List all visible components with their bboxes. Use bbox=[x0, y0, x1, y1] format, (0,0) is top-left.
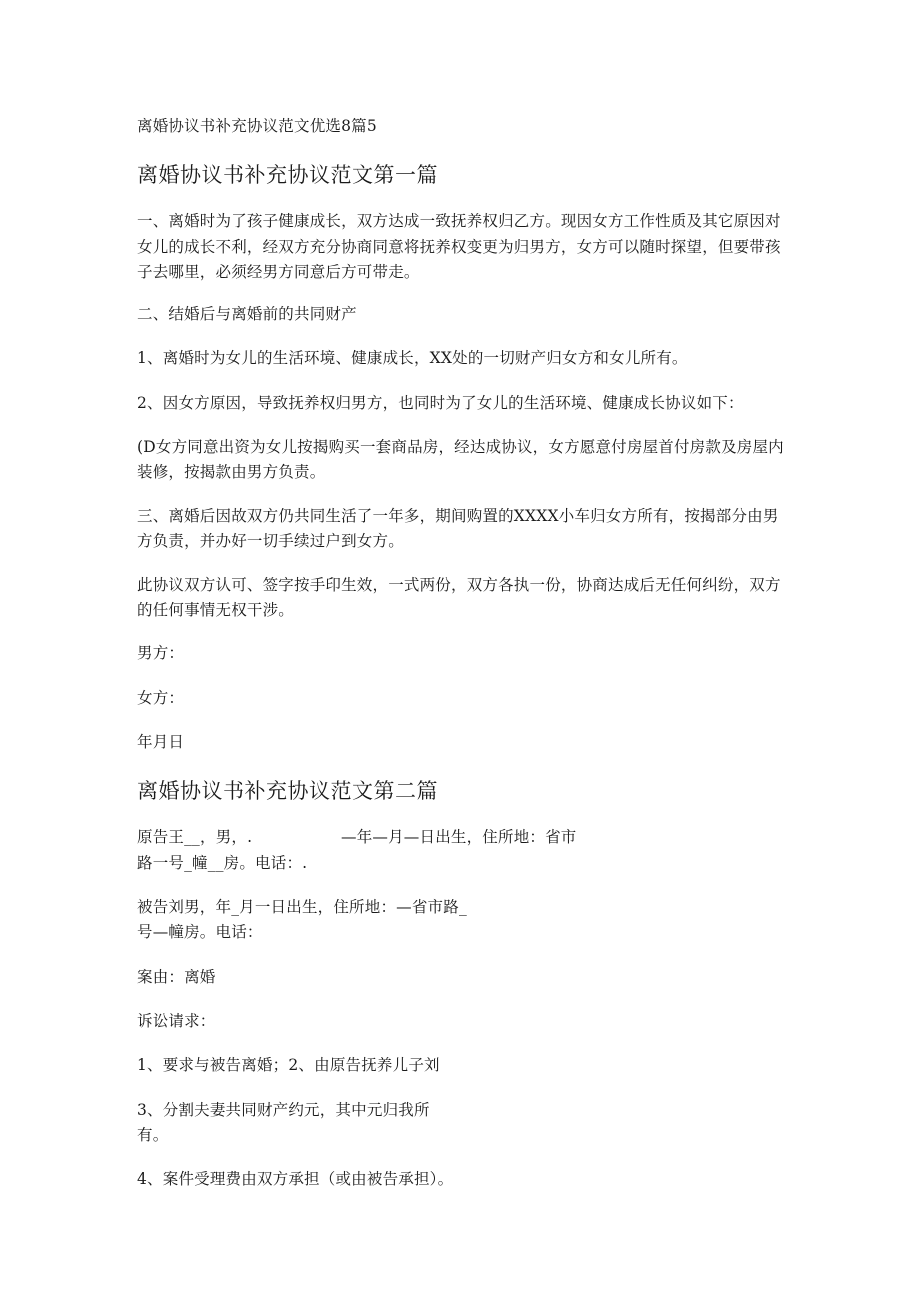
defendant-line-2: 号—幢房。电话： bbox=[137, 923, 263, 941]
claim-3-line-1: 3、分割夫妻共同财产约元，其中元归我所 bbox=[137, 1101, 430, 1119]
section-1-paragraph-5-line-1: (D女方同意出资为女儿按揭购买一套商品房，经达成协议，女方愿意付房屋首付房款及房屋内 bbox=[137, 438, 784, 456]
section-1-paragraph-1-line-3: 子去哪里，必须经男方同意后方可带走。 bbox=[137, 263, 420, 281]
section-1-paragraph-7-line-2: 的任何事情无权干涉。 bbox=[137, 601, 295, 619]
defendant-line-1: 被告刘男，年_月一日出生，住所地：—省市路_ bbox=[137, 898, 467, 916]
section-1-paragraph-6-line-1: 三、离婚后因故双方仍共同生活了一年多，期间购置的XXXX小车归女方所有，按揭部分由男 bbox=[137, 507, 779, 525]
section-1-paragraph-5-line-2: 装修，按揭款由男方负责。 bbox=[137, 463, 326, 481]
section-2-heading: 离婚协议书补充协议范文第二篇 bbox=[137, 779, 438, 803]
claim-3-line-2: 有。 bbox=[137, 1126, 169, 1144]
signature-man-label: 男方： bbox=[137, 644, 185, 662]
plaintiff-line-2: 路一号_幢__房。电话：. bbox=[137, 854, 308, 872]
section-1-heading: 离婚协议书补充协议范文第一篇 bbox=[137, 163, 438, 187]
date-label: 年月日 bbox=[137, 733, 185, 751]
section-1-paragraph-3: 1、离婚时为女儿的生活环境、健康成长，XX处的一切财产归女方和女儿所有。 bbox=[137, 349, 688, 367]
document-title: 离婚协议书补充协议范文优选8篇5 bbox=[137, 117, 377, 135]
claims-label: 诉讼请求： bbox=[137, 1012, 216, 1030]
plaintiff-line-1-part-2: —年—月—日出生，住所地：省市 bbox=[341, 828, 577, 846]
claim-4: 4、案件受理费由双方承担（或由被告承担）。 bbox=[137, 1170, 454, 1188]
signature-woman-label: 女方： bbox=[137, 689, 185, 707]
section-1-paragraph-4: 2、因女方原因，导致抚养权归男方，也同时为了女儿的生活环境、健康成长协议如下： bbox=[137, 394, 744, 412]
section-1-paragraph-6-line-2: 方负责，并办好一切手续过户到女方。 bbox=[137, 532, 404, 550]
section-1-paragraph-2: 二、结婚后与离婚前的共同财产 bbox=[137, 305, 357, 323]
claim-1-2: 1、要求与被告离婚；2、由原告抚养儿子刘 bbox=[137, 1056, 440, 1074]
cause-of-action: 案由：离婚 bbox=[137, 968, 216, 986]
section-1-paragraph-7-line-1: 此协议双方认可、签字按手印生效，一式两份，双方各执一份，协商达成后无任何纠纷，双方 bbox=[137, 576, 781, 594]
plaintiff-line-1-part-1: 原告王__，男，. bbox=[137, 828, 253, 846]
section-1-paragraph-1-line-2: 女儿的成长不利，经双方充分协商同意将抚养权变更为归男方，女方可以随时探望，但要带孩 bbox=[137, 238, 781, 256]
section-1-paragraph-1-line-1: 一、离婚时为了孩子健康成长，双方达成一致抚养权归乙方。现因女方工作性质及其它原因对 bbox=[137, 212, 781, 230]
